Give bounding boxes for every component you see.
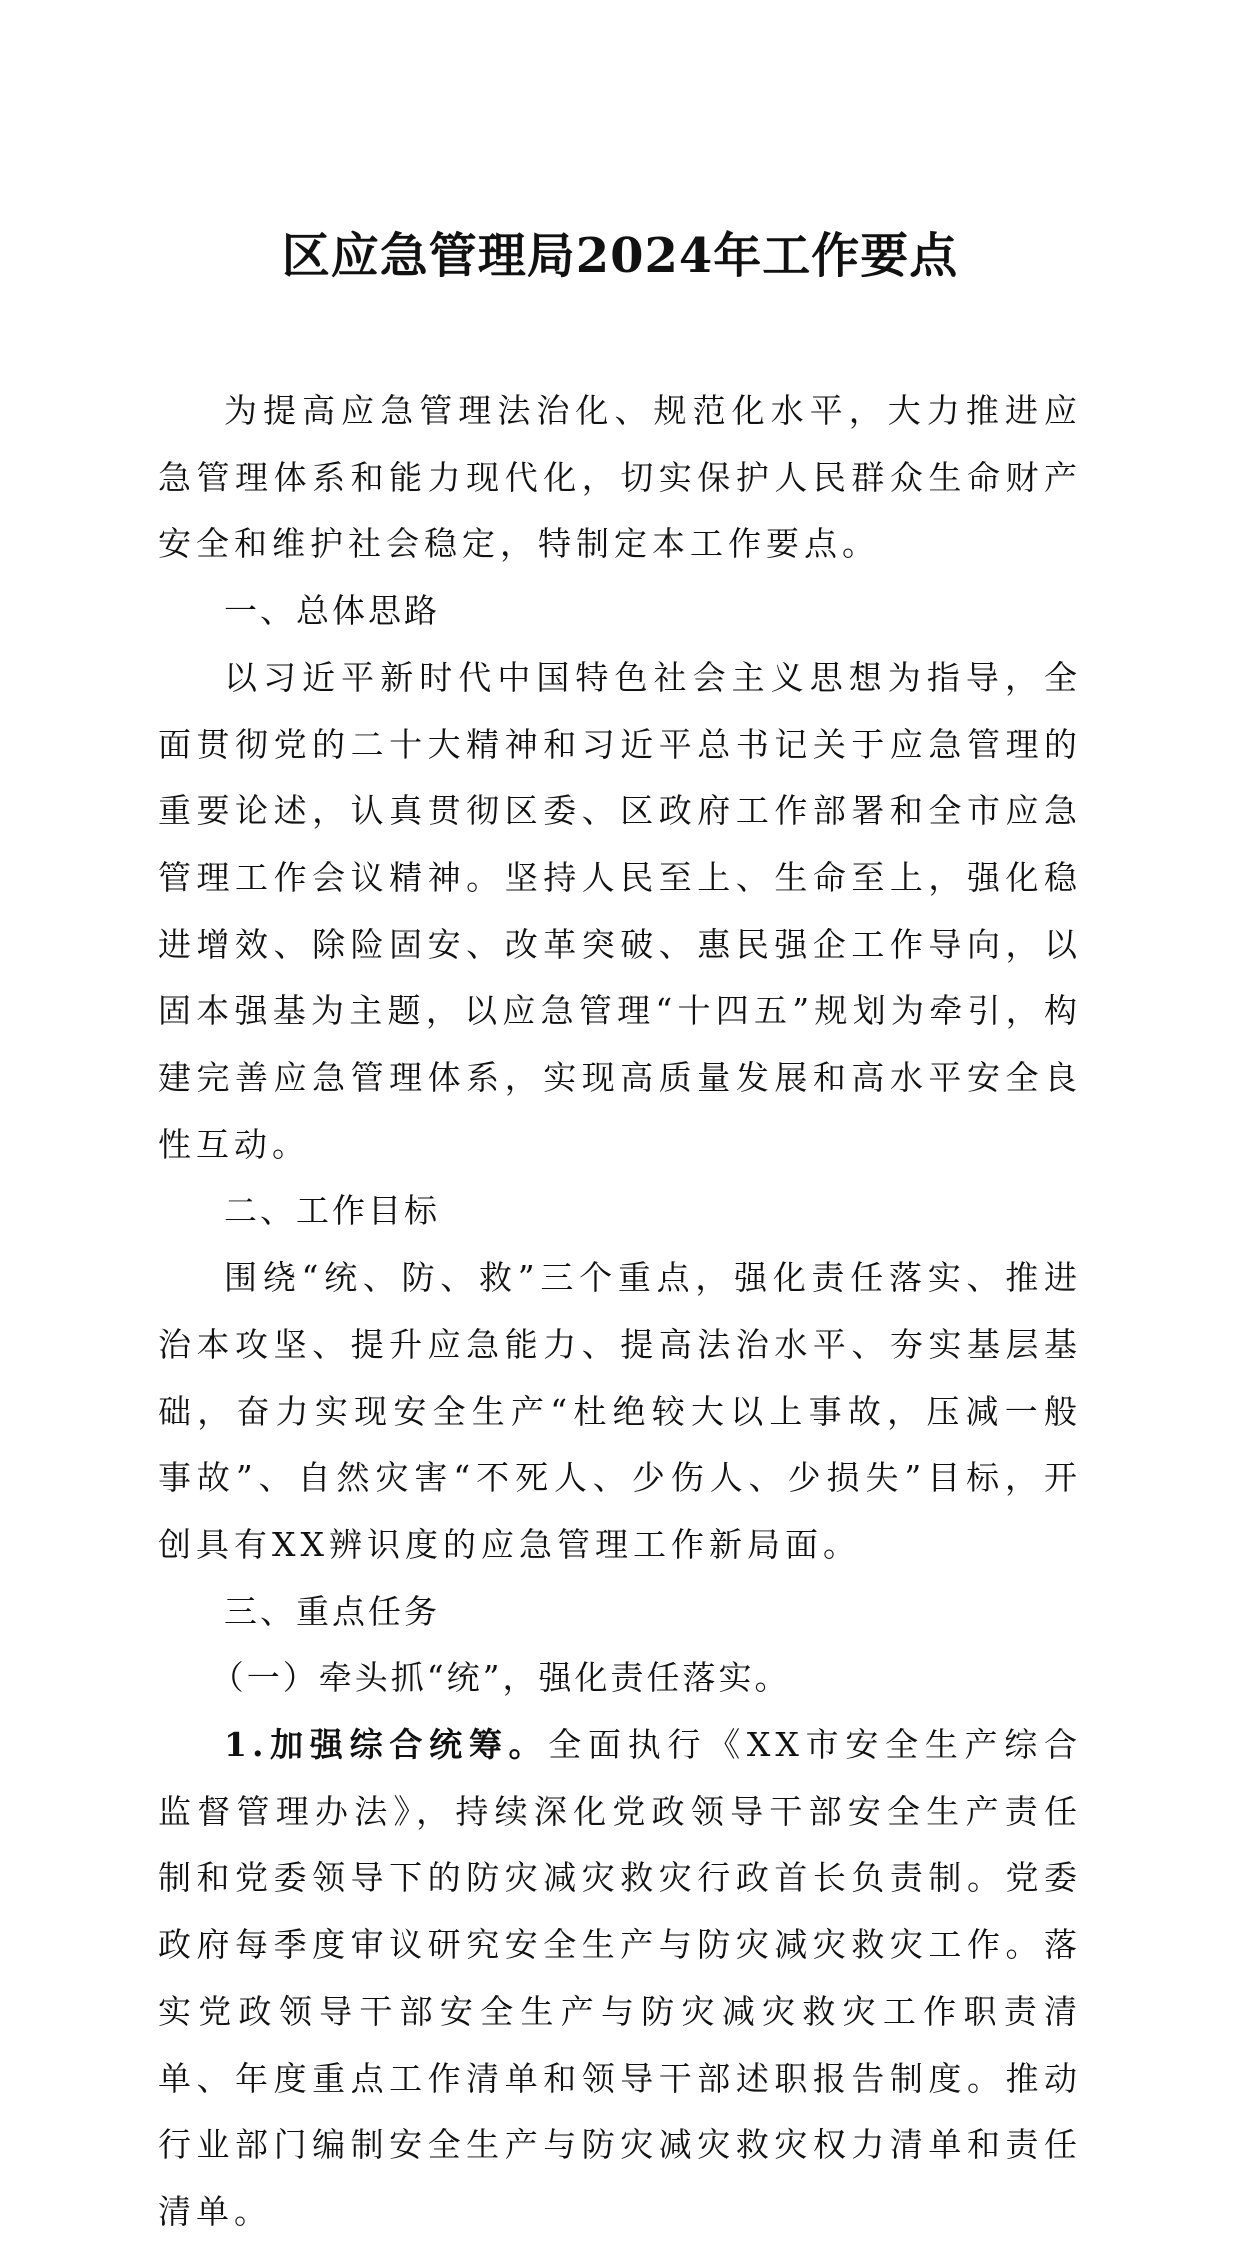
task-item-1-text: 全面执行《XX市安全生产综合监督管理办法》，持续深化党政领导干部安全生产责任制和党委领导下的防灾减灾救灾行政首长负责制。党委政府每季度审议研究安全生产与防灾减灾救灾工作。落实党政领导干部安全生产与防灾减灾救灾工作职责清单、年度重点工作清单和领导干部述职报告制度。推动行业部门编制安全生产与防灾减灾救灾权力清单和责任清单。 — [158, 1725, 1082, 2231]
section-heading-goals: 二、工作目标 — [224, 1191, 440, 1231]
intro-paragraph: 为提高应急管理法治化、规范化水平，大力推进应急管理体系和能力现代化，切实保护人民群众生命财产安全和维护社会稳定，特制定本工作要点。 — [158, 391, 1082, 564]
task-item-1-lead: 1.加强综合统筹。 — [224, 1725, 549, 1765]
goals-paragraph: 围绕“统、防、救”三个重点，强化责任落实、推进治本攻坚、提升应急能力、提高法治水平、夯实基层基础，奋力实现安全生产“杜绝较大以上事故，压减一般事故”、自然灾害“不死人、少伤人、少损失”目标，开创具有XX辨识度的应急管理工作新局面。 — [158, 1258, 1082, 1564]
section-heading-tasks: 三、重点任务 — [224, 1591, 440, 1631]
overall-paragraph: 以习近平新时代中国特色社会主义思想为指导，全面贯彻党的二十大精神和习近平总书记关于应急管理的重要论述，认真贯彻区委、区政府工作部署和全市应急管理工作会议精神。坚持人民至上、生命至上，强化稳进增效、除险固安、改革突破、惠民强企工作导向，以固本强基为主题，以应急管理“十四五”规划为牵引，构建完善应急管理体系，实现高质量发展和高水平安全良性互动。 — [158, 657, 1082, 1164]
subsection-heading-1: （一）牵头抓“统”，强化责任落实。 — [210, 1658, 791, 1698]
document-body — [158, 378, 1082, 2246]
section-heading-overall: 一、总体思路 — [224, 591, 440, 631]
task-item-1 — [158, 1712, 1082, 2246]
document-title: 区应急管理局2024年工作要点 — [281, 228, 959, 284]
